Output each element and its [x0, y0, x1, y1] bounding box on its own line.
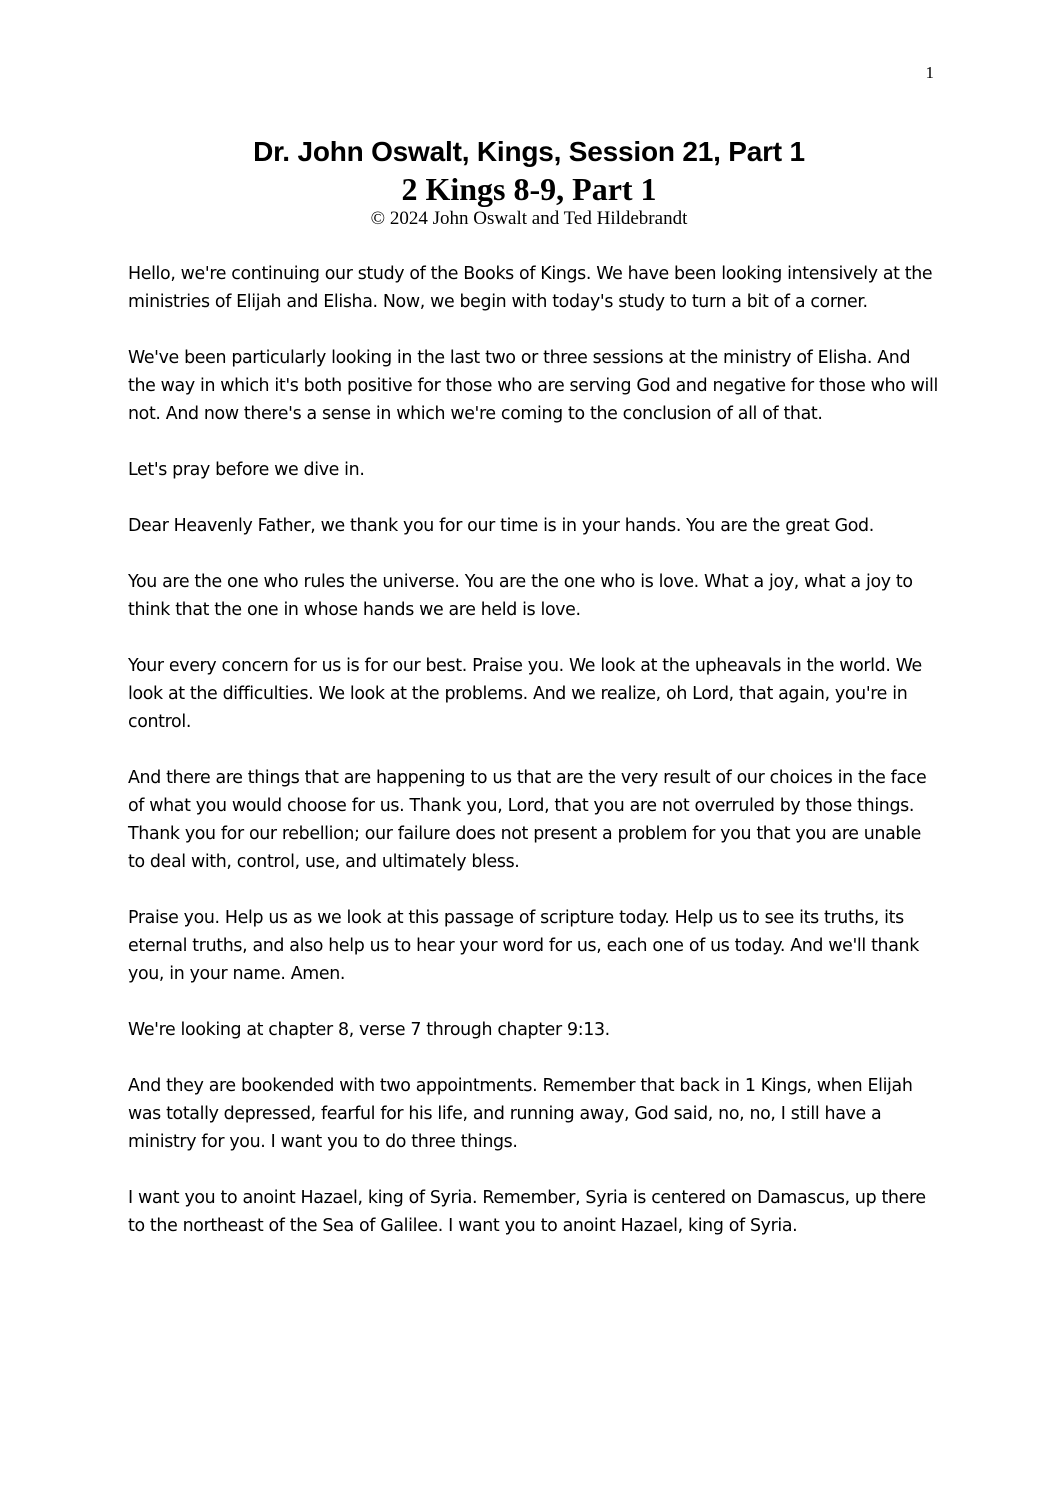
- paragraph: We're looking at chapter 8, verse 7 through chapter 9:13.: [128, 1020, 610, 1040]
- document-body: [128, 260, 938, 1268]
- document-title: Dr. John Oswalt, Kings, Session 21, Part 1: [253, 136, 805, 167]
- paragraph: Your every concern for us is for our best. Praise you. We look at the upheavals in the world. We look at the difficulties. We look at the problems. And we realize, oh Lord, that again, you're in control.: [128, 656, 922, 732]
- document-header: [0, 134, 1058, 230]
- copyright-notice: © 2024 John Oswalt and Ted Hildebrandt: [370, 208, 688, 229]
- document-subtitle: 2 Kings 8-9, Part 1: [401, 171, 657, 207]
- paragraph: Dear Heavenly Father, we thank you for our time is in your hands. You are the great God.: [128, 516, 874, 536]
- paragraph: And they are bookended with two appointments. Remember that back in 1 Kings, when Elijah was totally depressed, fearful for his life, and running away, God said, no, no, I still have a ministry for you. I want you to do three things.: [128, 1076, 913, 1152]
- paragraph: We've been particularly looking in the last two or three sessions at the ministry of Elisha. And the way in which it's both positive for those who are serving God and negative for those who will not. And now there's a sense in which we're coming to the conclusion of all of that.: [128, 348, 938, 424]
- paragraph: I want you to anoint Hazael, king of Syria. Remember, Syria is centered on Damascus, up there to the northeast of the Sea of Galilee. I want you to anoint Hazael, king of Syria.: [128, 1188, 926, 1236]
- paragraph: You are the one who rules the universe. You are the one who is love. What a joy, what a joy to think that the one in whose hands we are held is love.: [128, 572, 913, 620]
- paragraph: Praise you. Help us as we look at this passage of scripture today. Help us to see its truths, its eternal truths, and also help us to hear your word for us, each one of us today. And we'll thank you, in your name. Amen.: [128, 908, 919, 984]
- paragraph: And there are things that are happening to us that are the very result of our choices in the face of what you would choose for us. Thank you, Lord, that you are not overruled by those things. Thank you for our rebellion; our failure does not present a problem for you that you are unable to deal with, control, use, and ultimately bless.: [128, 768, 927, 872]
- page-number: 1: [925, 63, 934, 82]
- paragraph: Let's pray before we dive in.: [128, 460, 365, 480]
- paragraph: Hello, we're continuing our study of the Books of Kings. We have been looking intensively at the ministries of Elijah and Elisha. Now, we begin with today's study to turn a bit of a corner.: [128, 264, 933, 312]
